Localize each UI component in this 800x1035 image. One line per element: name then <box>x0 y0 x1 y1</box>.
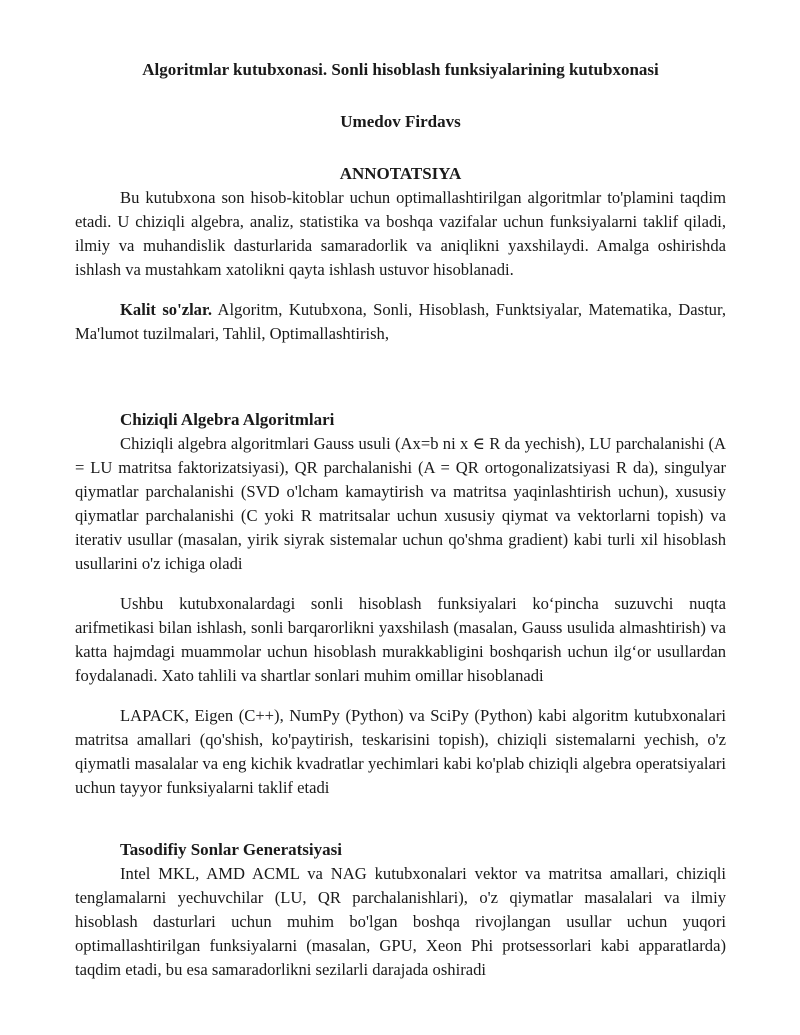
section1-paragraph-1: Chiziqli algebra algoritmlari Gauss usuli (Ax=b ni x ∈ R da yechish), LU parchalanishi (A = LU matritsa faktorizatsiyasi), QR parchalanishi (A = QR ortogonalizatsiyasi R da), singulyar qiymatlar parchalanishi (SVD o'lcham kamaytirish va matritsa yaqinlashtirish uchun), xususiy qiymatlar parchalanishi (C yoki R matritsalar uchun xususiy qiymat va vektorlarni topish) va iterativ usullar (masalan, yirik siyrak sistemalar uchun qo'shma gradient) kabi turli xil hisoblash usullarini o'z ichiga oladi <box>75 434 726 573</box>
section1-paragraph-3: LAPACK, Eigen (C++), NumPy (Python) va SciPy (Python) kabi algoritm kutubxonalari matritsa amallari (qo'shish, ko'paytirish, teskarisini topish), chiziqli sistemalarni yechish, o'z qiymatli masalalar va eng kichik kvadratlar yechimlari kabi ko'plab chiziqli algebra operatsiyalari uchun tayyor funksiyalarni taklif etadi <box>75 706 726 797</box>
annotation-heading: ANNOTATSIYA <box>339 164 462 183</box>
section-heading-random-numbers: Tasodifiy Sonlar Generatsiyasi <box>120 840 342 859</box>
keywords-label: Kalit so'zlar. <box>120 300 212 319</box>
keywords-list: Algoritm, Kutubxona, Sonli, Hisoblash, Funktsiyalar, Matematika, Dastur, Ma'lumot tuzilmalari, Tahlil, Optimallashtirish, <box>75 300 726 343</box>
section1-paragraph-2: Ushbu kutubxonalardagi sonli hisoblash funksiyalari ko‘pincha suzuvchi nuqta arifmetikasi bilan ishlash, sonli barqarorlikni yaxshilash (masalan, Gauss usulida almashtirish) va katta hajmdagi muammolar uchun hisoblash murakkabligini boshqarish uchun ilg‘or usullardan foydalanadi. Xato tahlili va shartlar sonlari muhim omillar hisoblanadi <box>75 594 726 685</box>
section2-paragraph-1: Intel MKL, AMD ACML va NAG kutubxonalari vektor va matritsa amallari, chiziqli tenglamalarni yechuvchilar (LU, QR parchalanishlari), o'z qiymatlar masalalari va ilmiy hisoblash dasturlari uchun muhim bo'lgan boshqa rivojlangan usullar uchun yuqori optimallashtirilgan funksiyalarni (masalan, GPU, Xeon Phi protsessorlari kabi apparatlarda) taqdim etadi, bu esa samaradorlikni sezilarli darajada oshiradi <box>75 864 726 979</box>
keywords-paragraph <box>75 298 726 346</box>
author-name: Umedov Firdavs <box>340 112 461 131</box>
document-page <box>75 58 726 982</box>
section-heading-linear-algebra: Chiziqli Algebra Algoritmlari <box>120 410 335 429</box>
annotation-paragraph: Bu kutubxona son hisob-kitoblar uchun optimallashtirilgan algoritmlar to'plamini taqdim etadi. U chiziqli algebra, analiz, statistika va boshqa vazifalar uchun funksiyalarni taklif qiladi, ilmiy va muhandislik dasturlarida samaradorlik va aniqlikni yaxshilaydi. Amalga oshirishda ishlash va mustahkam xatolikni qayta ishlash ustuvor hisoblanadi. <box>75 188 726 279</box>
paper-title: Algoritmlar kutubxonasi. Sonli hisoblash funksiyalarining kutubxonasi <box>142 60 659 79</box>
